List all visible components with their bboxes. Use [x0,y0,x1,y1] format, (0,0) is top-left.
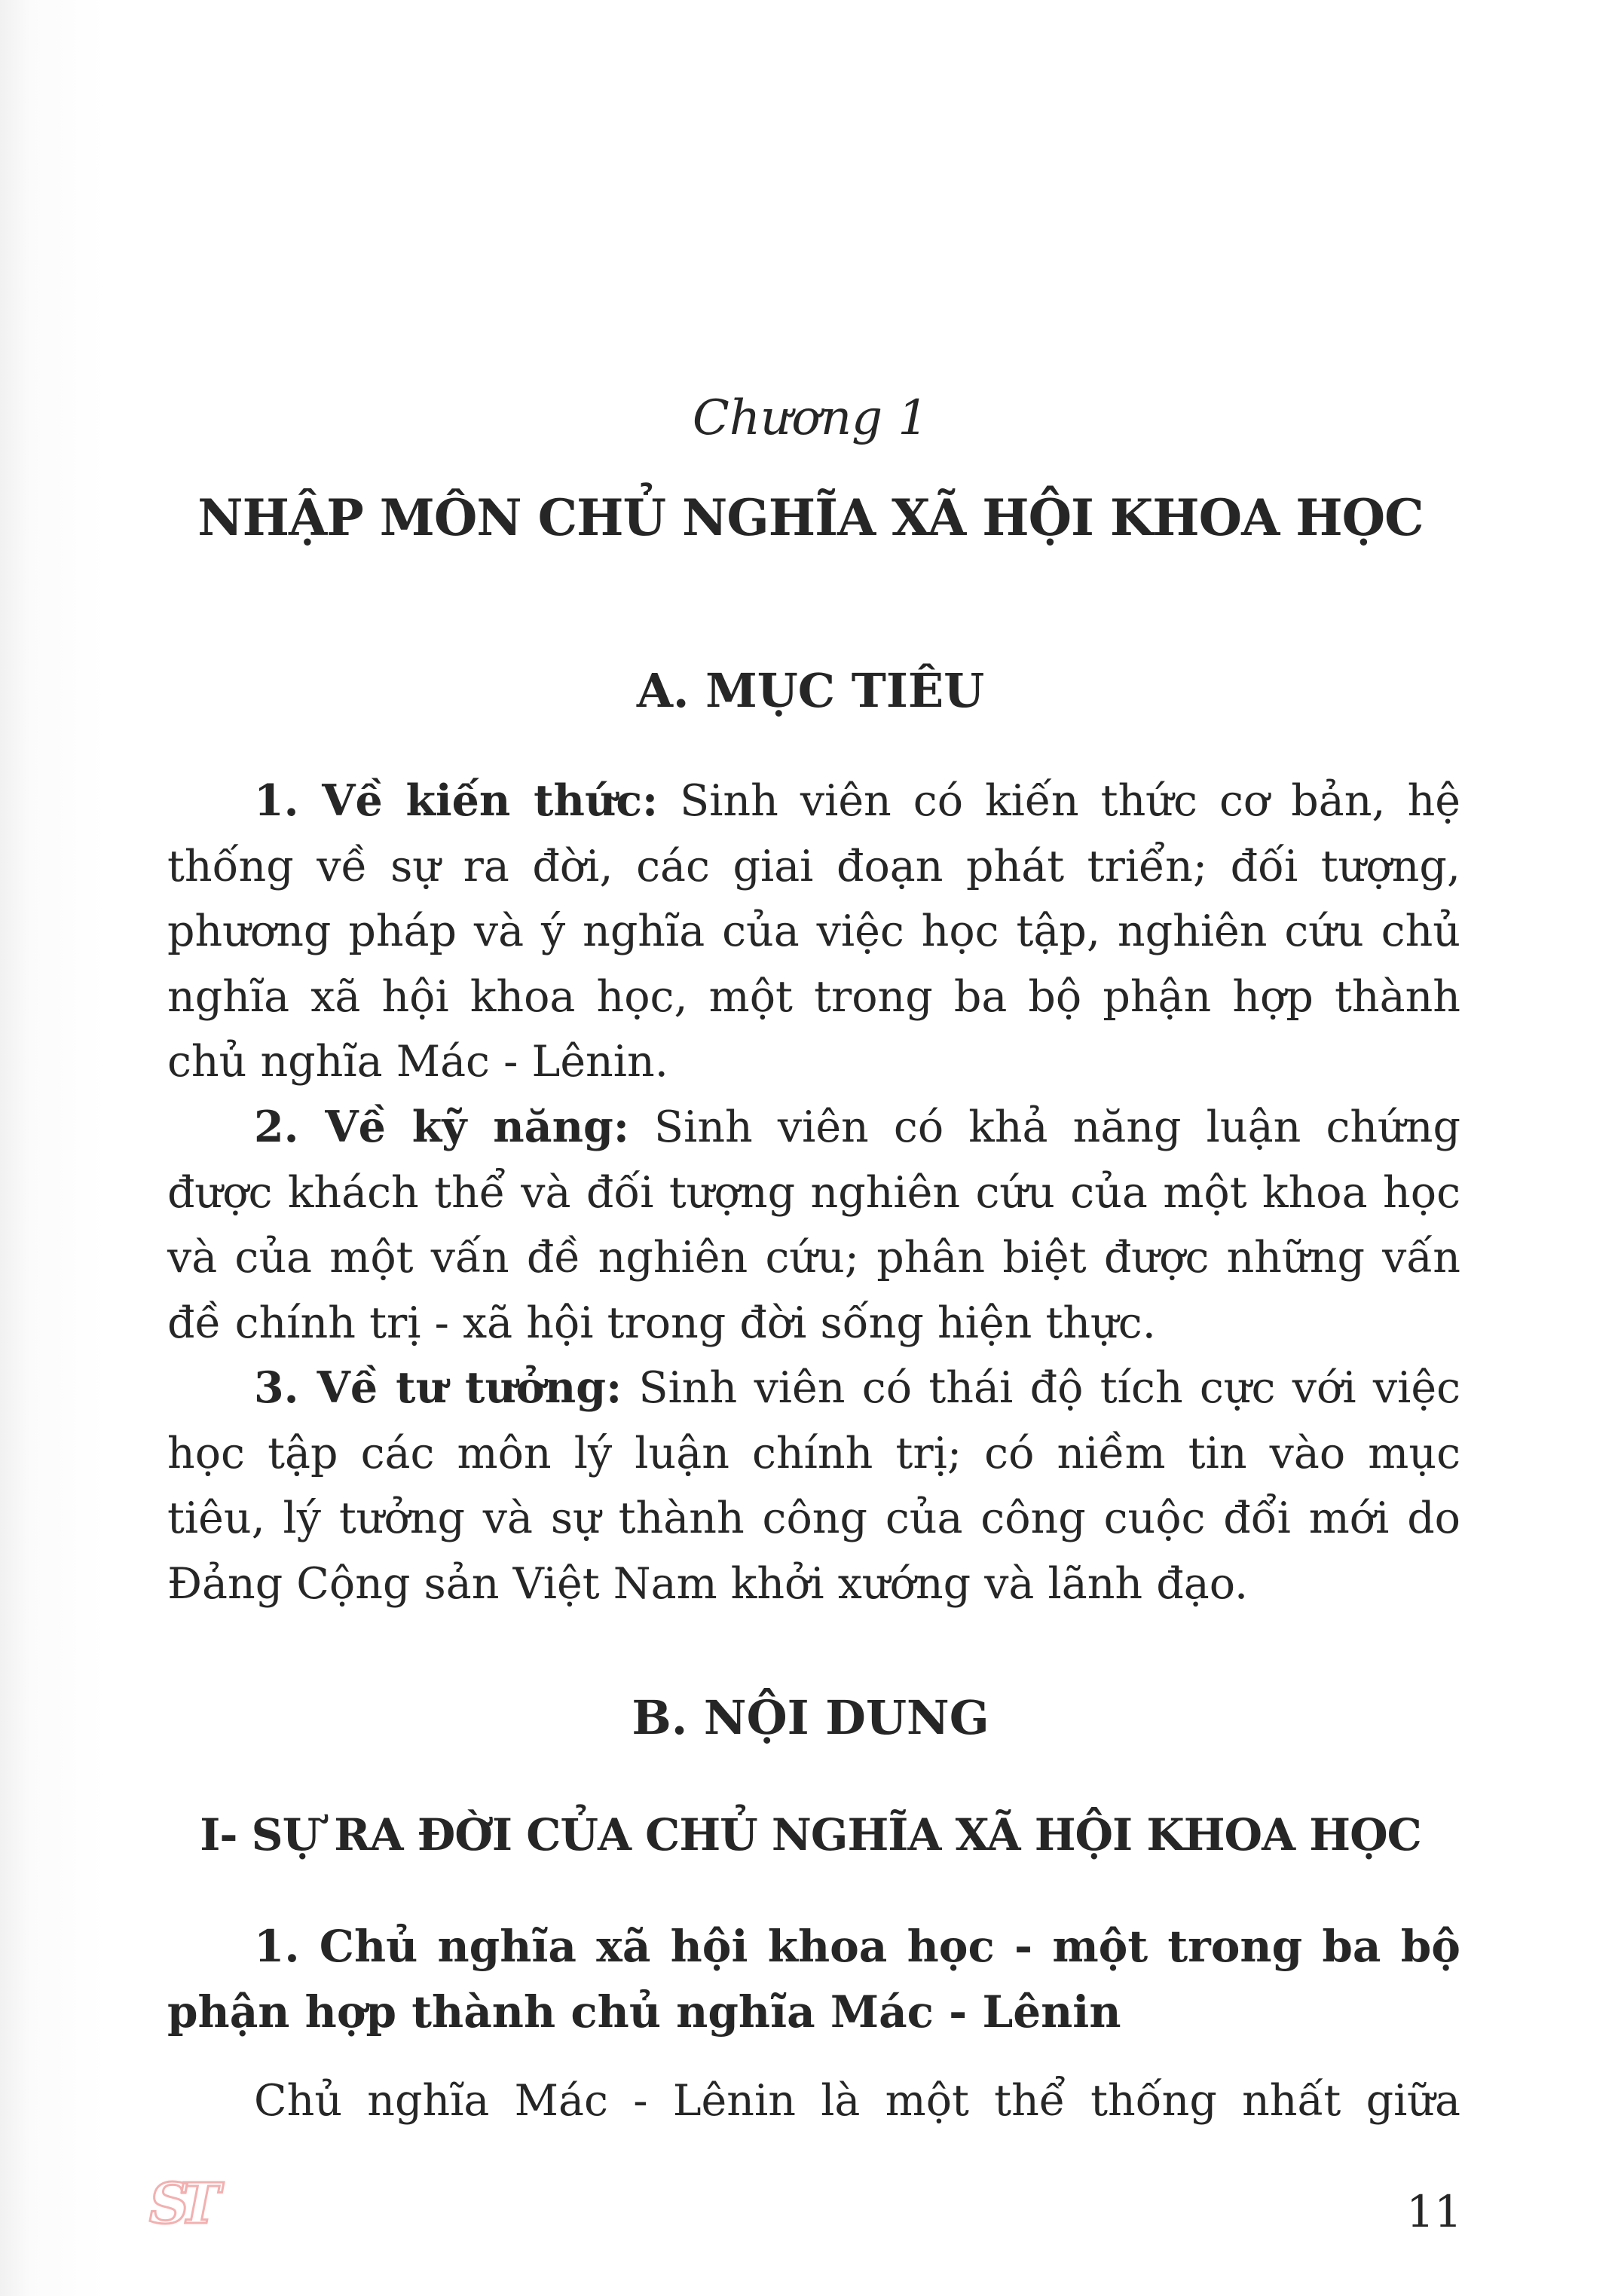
paragraph-line: thống về sự ra đời, các giai đoạn phát triển; đối tượng, [167,841,1460,891]
paragraph-line: Chủ nghĩa Mác - Lênin là một thể thống nhất giữa [254,2076,1460,2126]
section-a-heading: A. MỤC TIÊU [636,663,985,718]
paragraph-line: tiêu, lý tưởng và sự thành công của công cuộc đổi mới do [167,1493,1460,1543]
paragraph-line: được khách thể và đối tượng nghiên cứu của một khoa học [167,1167,1460,1218]
paragraph-line: và của một vấn đề nghiên cứu; phân biệt được những vấn [167,1233,1460,1283]
objective-skills-paragraph [167,1095,1460,1356]
paragraph-line: 1. Về kiến thức: Sinh viên có kiến thức cơ bản, hệ [254,775,1461,826]
objective-knowledge-paragraph [167,769,1460,1095]
paragraph-line: phương pháp và ý nghĩa của việc học tập, nghiên cứu chủ [167,906,1460,956]
publisher-stamp-logo: ST [149,2172,210,2236]
objective-label: 1. Về kiến thức: [254,775,659,826]
subsection-heading [167,1914,1460,2044]
objective-label: 3. Về tư tưởng: [254,1362,622,1413]
paragraph-line: 2. Về kỹ năng: Sinh viên có khả năng luận chứng [254,1102,1460,1152]
paragraph-line: nghĩa xã hội khoa học, một trong ba bộ phận hợp thành [167,971,1460,1022]
paragraph-line: chủ nghĩa Mác - Lênin. [167,1037,668,1087]
paragraph-line: Đảng Cộng sản Việt Nam khởi xướng và lãnh đạo. [167,1558,1249,1609]
body-paragraph [167,2068,1460,2134]
paragraph-line: 3. Về tư tưởng: Sinh viên có thái độ tích cực với việc [254,1362,1460,1413]
subsection-heading-line: phận hợp thành chủ nghĩa Mác - Lênin [167,1986,1121,2038]
objective-ideology-paragraph [167,1356,1460,1616]
chapter-label: Chương 1 [692,390,929,446]
section-b-heading: B. NỘI DUNG [632,1690,989,1745]
subsection-heading-line: 1. Chủ nghĩa xã hội khoa học - một trong ba bộ [254,1921,1460,1972]
paragraph-line: học tập các môn lý luận chính trị; có niềm tin vào mục [167,1428,1460,1478]
objective-label: 2. Về kỹ năng: [254,1102,629,1152]
part-heading: I- SỰ RA ĐỜI CỦA CHỦ NGHĨA XÃ HỘI KHOA HỌC [200,1809,1421,1860]
paragraph-line: đề chính trị - xã hội trong đời sống hiện thực. [167,1298,1156,1348]
page-number: 11 [1406,2186,1462,2237]
chapter-title: NHẬP MÔN CHỦ NGHĨA XÃ HỘI KHOA HỌC [197,488,1424,547]
